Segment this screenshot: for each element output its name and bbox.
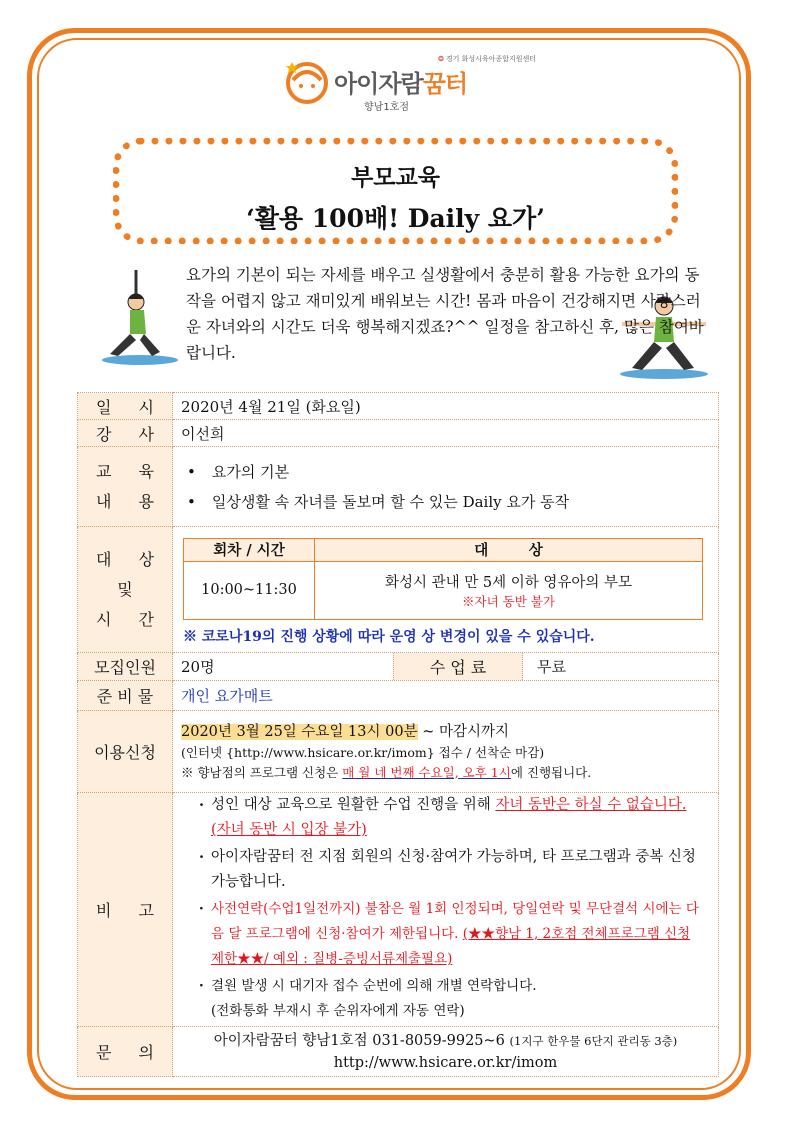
label-materials: 준 비 물 [78,681,173,711]
value-instructor: 이선희 [173,420,719,447]
label-target: 대 상 및 시 간 [78,527,173,653]
logo-org: ❂ 경기 화성시육아종합지원센터 [438,55,537,63]
value-materials: 개인 요가매트 [173,681,719,711]
label-contact: 문 의 [78,1027,173,1077]
title-box [113,138,678,244]
schedule-table [183,538,703,620]
title-line1: 부모교육 [351,164,440,191]
row-materials [78,681,719,711]
value-date: 2020년 4월 21일 (화요일) [173,393,719,420]
value-content [173,447,719,527]
remark-item: · 성인 대상 교육으로 원활한 수업 진행을 위해 자녀 동반은 하실 수 없습니다. (자녀 동반 시 입장 불가) [199,793,702,843]
covid-notice: ※ 코로나19의 진행 상황에 따라 운영 상 변경이 있을 수 있습니다. [183,628,595,645]
row-contact [78,1027,719,1077]
yoga-figure-left-icon [98,268,180,368]
schedule-header-target: 대 상 [315,538,703,561]
logo-face-icon [284,58,330,104]
row-capacity [78,653,719,681]
remark-item: · 아이자람꿈터 전 지점 회원의 신청·참여가 가능하며, 타 프로그램과 중복 신청 가능합니다. [199,845,702,895]
label-content: 교 육 내 용 [78,447,173,527]
row-remarks [78,793,719,1027]
logo-branch: 향남1호점 [364,102,410,113]
value-apply: 2020년 3월 25일 수요일 13시 00분 ~ 마감시까지 (인터넷 {http://www.hsicare.or.kr/imom} 접수 / 선착순 마감) ※ 향남점의 프로그램 신청은 매 월 네 번째 수요일, 오후 1시에 진행됩니다. [173,711,719,793]
label-remarks: 비 고 [78,793,173,1027]
content-item: • 일상생활 속 자녀를 돌보며 할 수 있는 Daily 요가 동작 [187,487,710,517]
label-capacity: 모집인원 [78,653,173,681]
schedule-header-time: 회차 / 시간 [184,538,315,561]
label-apply: 이용신청 [78,711,173,793]
intro-text: 요가의 기본이 되는 자세를 배우고 실생활에서 충분히 활용 가능한 요가의 동작을 어렵지 않고 재미있게 배워보는 시간! 몸과 마음이 건강해지면 사랑스러운 자녀와의 시간도 더욱 행복해지겠죠?^^ 일정을 참고하신 후, 많은 참여바랍니다. [186,266,704,362]
schedule-target: 화성시 관내 만 5세 이하 영유아의 부모 ※자녀 동반 불가 [315,561,703,619]
remark-item: · 사전연락(수업1일전까지) 불참은 월 1회 인정되며, 당일연락 및 무단결석 시에는 다음 달 프로그램에 신청·참여가 제한됩니다. (★★향남 1, 2호점 전체프로그램 신청제한★★/ 예외 : 질병-증빙서류제출필요) [199,897,702,972]
row-date [78,393,719,420]
content-item: • 요가의 기본 [187,457,710,487]
row-content [78,447,719,527]
value-target [173,527,719,653]
row-target [78,527,719,653]
value-fee: 무료 [537,658,566,676]
logo-name: 아이자람꿈터 [334,70,468,98]
value-contact: 아이자람꿈터 향남1호점 031-8059-9925~6 (1지구 한우물 6단지 관리동 3층) http://www.hsicare.or.kr/imom [173,1027,719,1077]
value-capacity: 20명 수 업 료 무료 [173,653,719,681]
info-table [77,392,719,1077]
label-date: 일 시 [78,393,173,420]
value-remarks [173,793,719,1027]
title-line2: ‘활용 100배! Daily 요가’ [246,204,545,233]
label-instructor: 강 사 [78,420,173,447]
label-fee: 수 업 료 [393,653,523,680]
row-instructor [78,420,719,447]
schedule-time: 10:00~11:30 [184,561,315,619]
row-apply [78,711,719,793]
logo [282,46,537,116]
remark-item: · 결원 발생 시 대기자 접수 순번에 의해 개별 연락합니다. (전화통화 부재시 후 순위자에게 자동 연락) [199,974,702,1024]
